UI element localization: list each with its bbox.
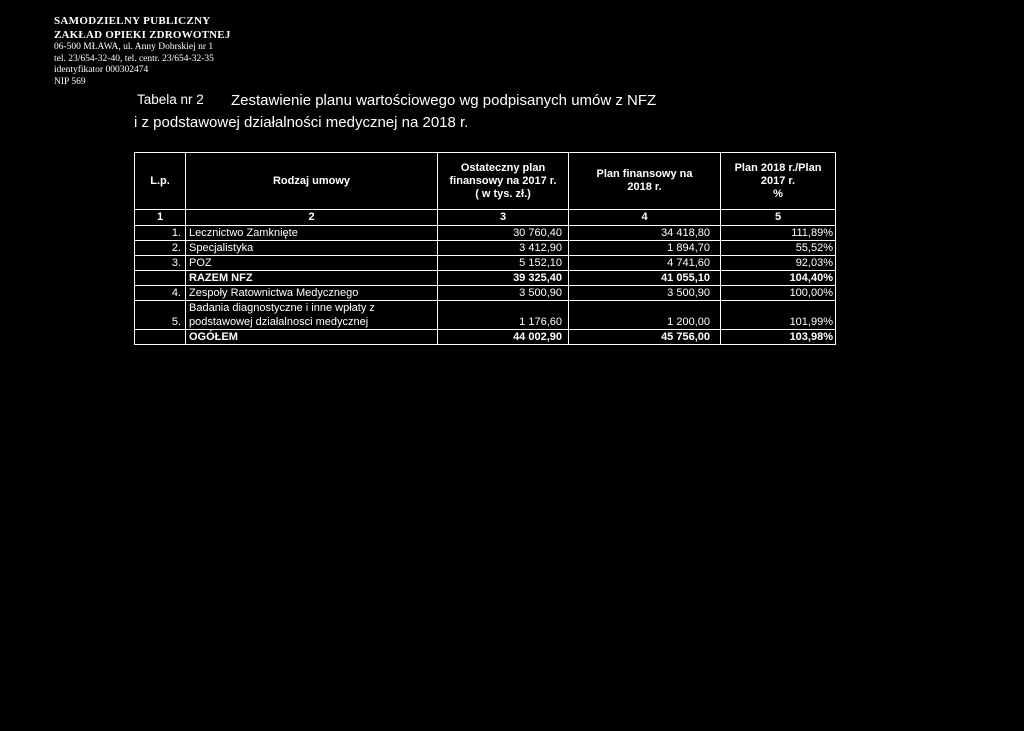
row-plan-2018: 3 500,90 bbox=[569, 286, 721, 301]
row-plan-2018: 4 741,60 bbox=[569, 256, 721, 271]
row-plan-2017: 3 412,90 bbox=[438, 241, 569, 256]
row-plan-2018: 1 894,70 bbox=[569, 241, 721, 256]
stamp-nip: NIP 569 bbox=[54, 76, 86, 87]
table-label: Tabela nr 2 bbox=[137, 92, 204, 107]
row-name-line-2: podstawowej działalnosci medycznej bbox=[189, 316, 369, 328]
row-lp: 3. bbox=[135, 256, 186, 271]
column-number: 1 bbox=[135, 210, 186, 226]
row-name: RAZEM NFZ bbox=[186, 271, 438, 286]
page-title: Zestawienie planu wartościowego wg podpisanych umów z NFZ bbox=[231, 92, 657, 109]
row-lp bbox=[135, 330, 186, 345]
grand-total-row bbox=[135, 330, 836, 345]
row-ratio: 92,03% bbox=[721, 256, 836, 271]
stamp-identifier: identyfikator 000302474 bbox=[54, 65, 149, 75]
row-plan-2017: 30 760,40 bbox=[438, 226, 569, 241]
stamp-phone: tel. 23/654-32-40, tel. centr. 23/654-32-35 bbox=[54, 53, 214, 64]
row-plan-2017: 1 176,60 bbox=[438, 301, 569, 330]
total-nfz-row bbox=[135, 271, 836, 286]
stamp-line-1: SAMODZIELNY PUBLICZNY bbox=[54, 15, 211, 27]
plan-table bbox=[134, 152, 836, 345]
header-ratio: Plan 2018 r./Plan 2017 r. % bbox=[721, 153, 836, 210]
column-number: 5 bbox=[721, 210, 836, 226]
header-plan-2017: Ostateczny plan finansowy na 2017 r. ( w tys. zł.) bbox=[438, 153, 569, 210]
table-header-row bbox=[135, 153, 836, 210]
row-plan-2018: 1 200,00 bbox=[569, 301, 721, 330]
header-rodzaj: Rodzaj umowy bbox=[186, 153, 438, 210]
row-name: Lecznictwo Zamknięte bbox=[186, 226, 438, 241]
row-name-line-1: Badania diagnostyczne i inne wpłaty z bbox=[189, 302, 375, 314]
stamp-address: 06-500 MŁAWA, ul. Anny Dobrskiej nr 1 bbox=[54, 42, 214, 52]
header-plan-2018: Plan finansowy na 2018 r. bbox=[569, 153, 721, 210]
row-ratio: 103,98% bbox=[721, 330, 836, 345]
row-ratio: 111,89% bbox=[721, 226, 836, 241]
row-ratio: 101,99% bbox=[721, 301, 836, 330]
page-subtitle: i z podstawowej działalności medycznej na 2018 r. bbox=[134, 114, 469, 131]
row-plan-2018: 45 756,00 bbox=[569, 330, 721, 345]
row-lp bbox=[135, 271, 186, 286]
row-lp: 4. bbox=[135, 286, 186, 301]
row-ratio: 55,52% bbox=[721, 241, 836, 256]
table-row bbox=[135, 241, 836, 256]
column-number: 4 bbox=[569, 210, 721, 226]
column-number: 3 bbox=[438, 210, 569, 226]
row-plan-2017: 44 002,90 bbox=[438, 330, 569, 345]
row-plan-2018: 34 418,80 bbox=[569, 226, 721, 241]
stamp-line-2: ZAKŁAD OPIEKI ZDROWOTNEJ bbox=[54, 29, 231, 41]
header-lp: L.p. bbox=[135, 153, 186, 210]
row-plan-2017: 39 325,40 bbox=[438, 271, 569, 286]
table-row bbox=[135, 301, 836, 330]
row-name bbox=[186, 301, 438, 330]
table-row bbox=[135, 256, 836, 271]
row-ratio: 104,40% bbox=[721, 271, 836, 286]
table-row bbox=[135, 226, 836, 241]
column-number: 2 bbox=[186, 210, 438, 226]
table-row bbox=[135, 286, 836, 301]
row-lp: 5. bbox=[135, 301, 186, 330]
row-plan-2017: 3 500,90 bbox=[438, 286, 569, 301]
row-plan-2017: 5 152,10 bbox=[438, 256, 569, 271]
row-name: OGÓŁEM bbox=[186, 330, 438, 345]
column-number-row bbox=[135, 210, 836, 226]
row-name: Specjalistyka bbox=[186, 241, 438, 256]
row-ratio: 100,00% bbox=[721, 286, 836, 301]
row-name: Zespoły Ratownictwa Medycznego bbox=[186, 286, 438, 301]
row-lp: 2. bbox=[135, 241, 186, 256]
row-name: POZ bbox=[186, 256, 438, 271]
row-lp: 1. bbox=[135, 226, 186, 241]
row-plan-2018: 41 055,10 bbox=[569, 271, 721, 286]
institution-stamp bbox=[54, 16, 231, 87]
